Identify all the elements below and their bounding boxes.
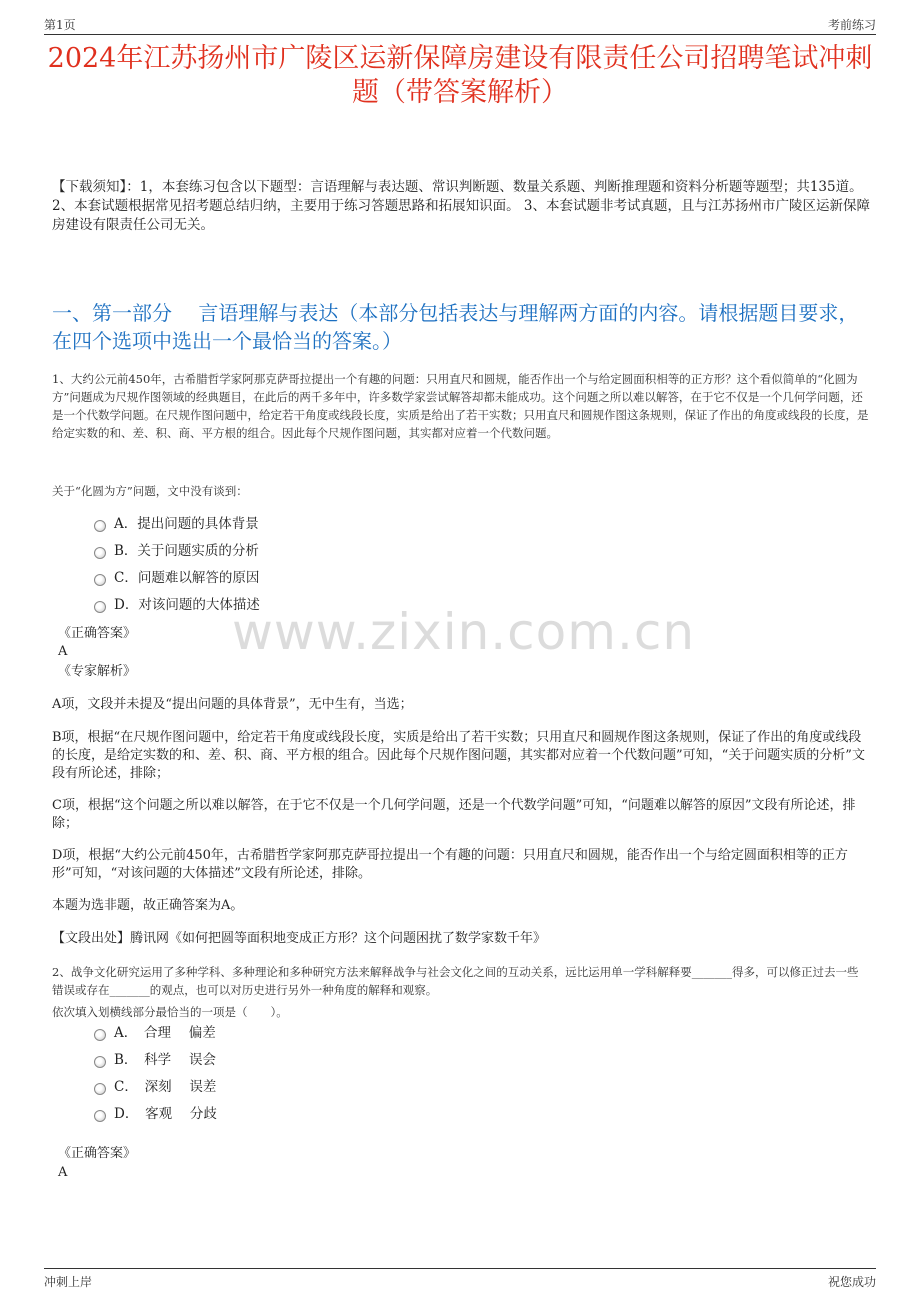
q2-option-b[interactable]: B． 科学 误会 [94, 1050, 216, 1070]
section-title: 一、第一部分 言语理解与表达（本部分包括表达与理解两方面的内容。请根据题目要求，在四个选项中选出一个最恰当的答案。） [52, 301, 859, 353]
q2-passage: 2、战争文化研究运用了多种学科、多种理论和多种研究方法来解释战争与社会文化之间的互动关系，远比运用单一学科解释要_______得多，可以修正过去一些错误或存在_______的观点，也可以对历史进行另外一种角度的解释和观察。 [52, 965, 859, 997]
radio-icon[interactable] [94, 574, 106, 586]
footer-right: 祝您成功 [827, 1275, 876, 1289]
radio-icon[interactable] [94, 1029, 106, 1041]
radio-icon[interactable] [94, 1083, 106, 1095]
q1-analysis-label: 《专家解析》 [58, 664, 137, 679]
q1-passage: 1、大约公元前450年，古希腊哲学家阿那克萨哥拉提出一个有趣的问题：只用直尺和圆规，能否作出一个与给定圆面积相等的正方形？这个看似简单的“化圆为方”问题成为尺规作图领域的经典题目，在此后的两千多年中，许多数学家尝试解答却都未能成功。这个问题之所以难以解答，在于它不仅是一个几何学问题，还是一个代数学问题。在尺规作图问题中，给定若干角度或线段长度，实质是给出了若干实数；只用直尺和圆规作图这条规则，保证了作出的角度或线段的长度，是给定实数的和、差、积、商、平方根的组合。因此每个尺规作图问题，其实都对应着一个代数问题。 [52, 372, 869, 440]
q1-analysis-a: A项，文段并未提及“提出问题的具体背景”，无中生有，当选； [52, 697, 413, 712]
q1-analysis-b: B项，根据“在尺规作图问题中，给定若干角度或线段长度，实质是给出了若干实数；只用直尺和圆规作图这条规则，保证了作出的角度或线段的长度，是给定实数的和、差、积、商、平方根的组合。因此每个尺规作图问题，其实都对应着一个代数问题”可知，“关于问题实质的分析”文段有所论述，排除； [52, 730, 865, 781]
q1-answer-label: 《正确答案》 [58, 626, 137, 641]
page-header [44, 12, 876, 35]
q1-analysis-c: C项，根据“这个问题之所以难以解答，在于它不仅是一个几何学问题，还是一个代数学问题”可知，“问题难以解答的原因”文段有所论述，排除； [52, 798, 856, 831]
radio-icon[interactable] [94, 547, 106, 559]
q2-stem: 依次填入划横线部分最恰当的一项是（ ）。 [52, 1005, 288, 1019]
radio-icon[interactable] [94, 1110, 106, 1122]
radio-icon[interactable] [94, 520, 106, 532]
header-label: 考前练习 [827, 18, 876, 32]
radio-icon[interactable] [94, 601, 106, 613]
watermark: www.zixin.com.cn [232, 603, 696, 661]
q1-option-b[interactable]: B．关于问题实质的分析 [94, 541, 259, 561]
q2-option-d[interactable]: D． 客观 分歧 [94, 1104, 217, 1124]
radio-icon[interactable] [94, 1056, 106, 1068]
q1-option-a[interactable]: A．提出问题的具体背景 [94, 514, 259, 534]
q1-source: 【文段出处】腾讯网《如何把圆等面积地变成正方形？这个问题困扰了数学家数千年》 [52, 931, 547, 946]
q1-option-d[interactable]: D．对该问题的大体描述 [94, 595, 260, 615]
footer-left: 冲刺上岸 [44, 1275, 93, 1289]
q1-option-c[interactable]: C．问题难以解答的原因 [94, 568, 259, 588]
q2-answer: A [58, 1165, 68, 1180]
q1-analysis-d: D项，根据“大约公元前450年，古希腊哲学家阿那克萨哥拉提出一个有趣的问题：只用直尺和圆规，能否作出一个与给定圆面积相等的正方形”可知，“对该问题的大体描述”文段有所论述，排除。 [52, 848, 848, 881]
q1-stem: 关于“化圆为方”问题，文中没有谈到： [52, 484, 248, 498]
q1-analysis-conclusion: 本题为选非题，故正确答案为A。 [52, 898, 244, 913]
q2-option-a[interactable]: A． 合理 偏差 [94, 1023, 216, 1043]
q2-option-c[interactable]: C． 深刻 误差 [94, 1077, 216, 1097]
document-title: 2024年江苏扬州市广陵区运新保障房建设有限责任公司招聘笔试冲刺题（带答案解析） [47, 43, 873, 108]
download-notice: 【下载须知】：1，本套练习包含以下题型：言语理解与表达题、常识判断题、数量关系题、判断推理题和资料分析题等题型；共135道。 2、本套试题根据常见招考题总结归纳，主要用于练习答题思路和拓展知识面。 3、本套试题非考试真题，且与江苏扬州市广陵区运新保障房建设有限责任公司无关。 [52, 179, 870, 233]
q1-answer: A [58, 644, 68, 659]
q2-answer-label: 《正确答案》 [58, 1146, 137, 1161]
page-footer [44, 1268, 876, 1293]
page-number: 第1页 [44, 18, 76, 32]
